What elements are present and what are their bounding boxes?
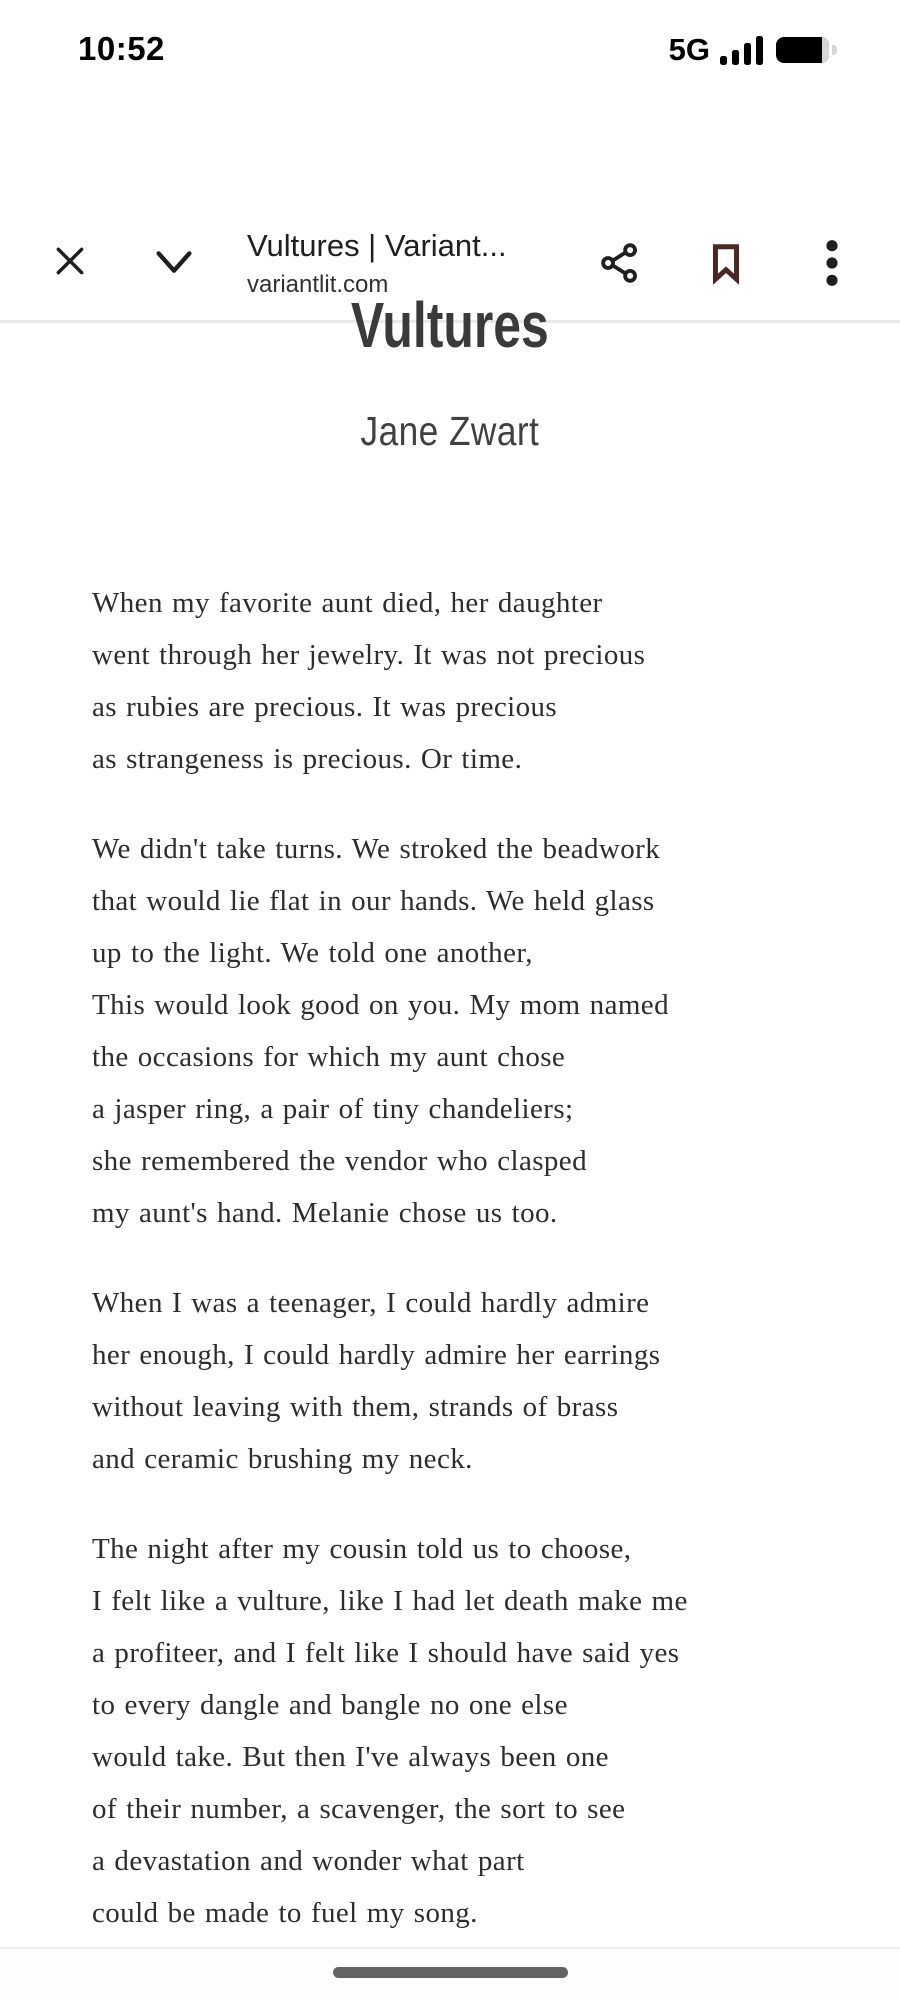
poem-line: a devastation and wonder what part [92, 1845, 525, 1877]
poem-line: would take. But then I've always been one [92, 1741, 609, 1773]
poem-line: I felt like a vulture, like I had let death make me [92, 1585, 688, 1617]
page-url: variantlit.com [247, 271, 389, 298]
battery-icon [776, 37, 838, 63]
poem-line: went through her jewelry. It was not precious [92, 639, 646, 671]
poem-line: a profiteer, and I felt like I should have said yes [92, 1637, 680, 1669]
close-icon[interactable] [50, 241, 90, 281]
browser-toolbar [0, 100, 900, 298]
poem-line: without leaving with them, strands of brass [92, 1391, 619, 1423]
page-title: Vultures | Variant... [247, 228, 507, 263]
network-type-label: 5G [668, 32, 710, 67]
poem-line: We didn't take turns. We stroked the beadwork [92, 833, 661, 865]
poem-body [92, 577, 882, 1977]
poem-line: could be made to fuel my song. [92, 1897, 478, 1929]
stanza-2 [92, 823, 882, 1239]
poem-author: Jane Zwart [360, 408, 540, 454]
poem-line: that would lie flat in our hands. We held glass [92, 885, 655, 917]
status-bar [0, 0, 900, 100]
poem-line: to every dangle and bangle no one else [92, 1689, 568, 1721]
poem-line: of their number, a scavenger, the sort to see [92, 1793, 626, 1825]
status-indicators [669, 32, 838, 68]
share-icon[interactable] [598, 240, 642, 286]
poem-line: as rubies are precious. It was precious [92, 691, 558, 723]
poem-line: When I was a teenager, I could hardly admire [92, 1287, 650, 1319]
poem-line: This would look good on you. My mom named [92, 989, 669, 1021]
poem-line: up to the light. We told one another, [92, 937, 533, 969]
poem-line: and ceramic brushing my neck. [92, 1443, 473, 1475]
poem-line: a jasper ring, a pair of tiny chandeliers; [92, 1093, 574, 1125]
poem-line: The night after my cousin told us to choose, [92, 1533, 632, 1565]
poem-line: she remembered the vendor who clasped [92, 1145, 587, 1177]
stanza-4 [92, 1523, 882, 1939]
cellular-signal-icon [720, 35, 766, 65]
bookmark-icon[interactable] [703, 239, 749, 287]
poem-line: my aunt's hand. Melanie chose us too. [92, 1197, 558, 1229]
poem-line: as strangeness is precious. Or time. [92, 743, 523, 775]
poem-line: When my favorite aunt died, her daughter [92, 587, 603, 619]
chevron-down-icon[interactable] [151, 246, 197, 280]
clock: 10:52 [78, 30, 165, 67]
stanza-3 [92, 1277, 882, 1485]
poem-title: Vultures [351, 289, 549, 361]
poem-line: her enough, I could hardly admire her earrings [92, 1339, 661, 1371]
overflow-menu-icon[interactable] [812, 238, 852, 288]
home-indicator-handle[interactable] [333, 1967, 568, 1978]
poem-line: the occasions for which my aunt chose [92, 1041, 566, 1073]
stanza-1 [92, 577, 882, 785]
